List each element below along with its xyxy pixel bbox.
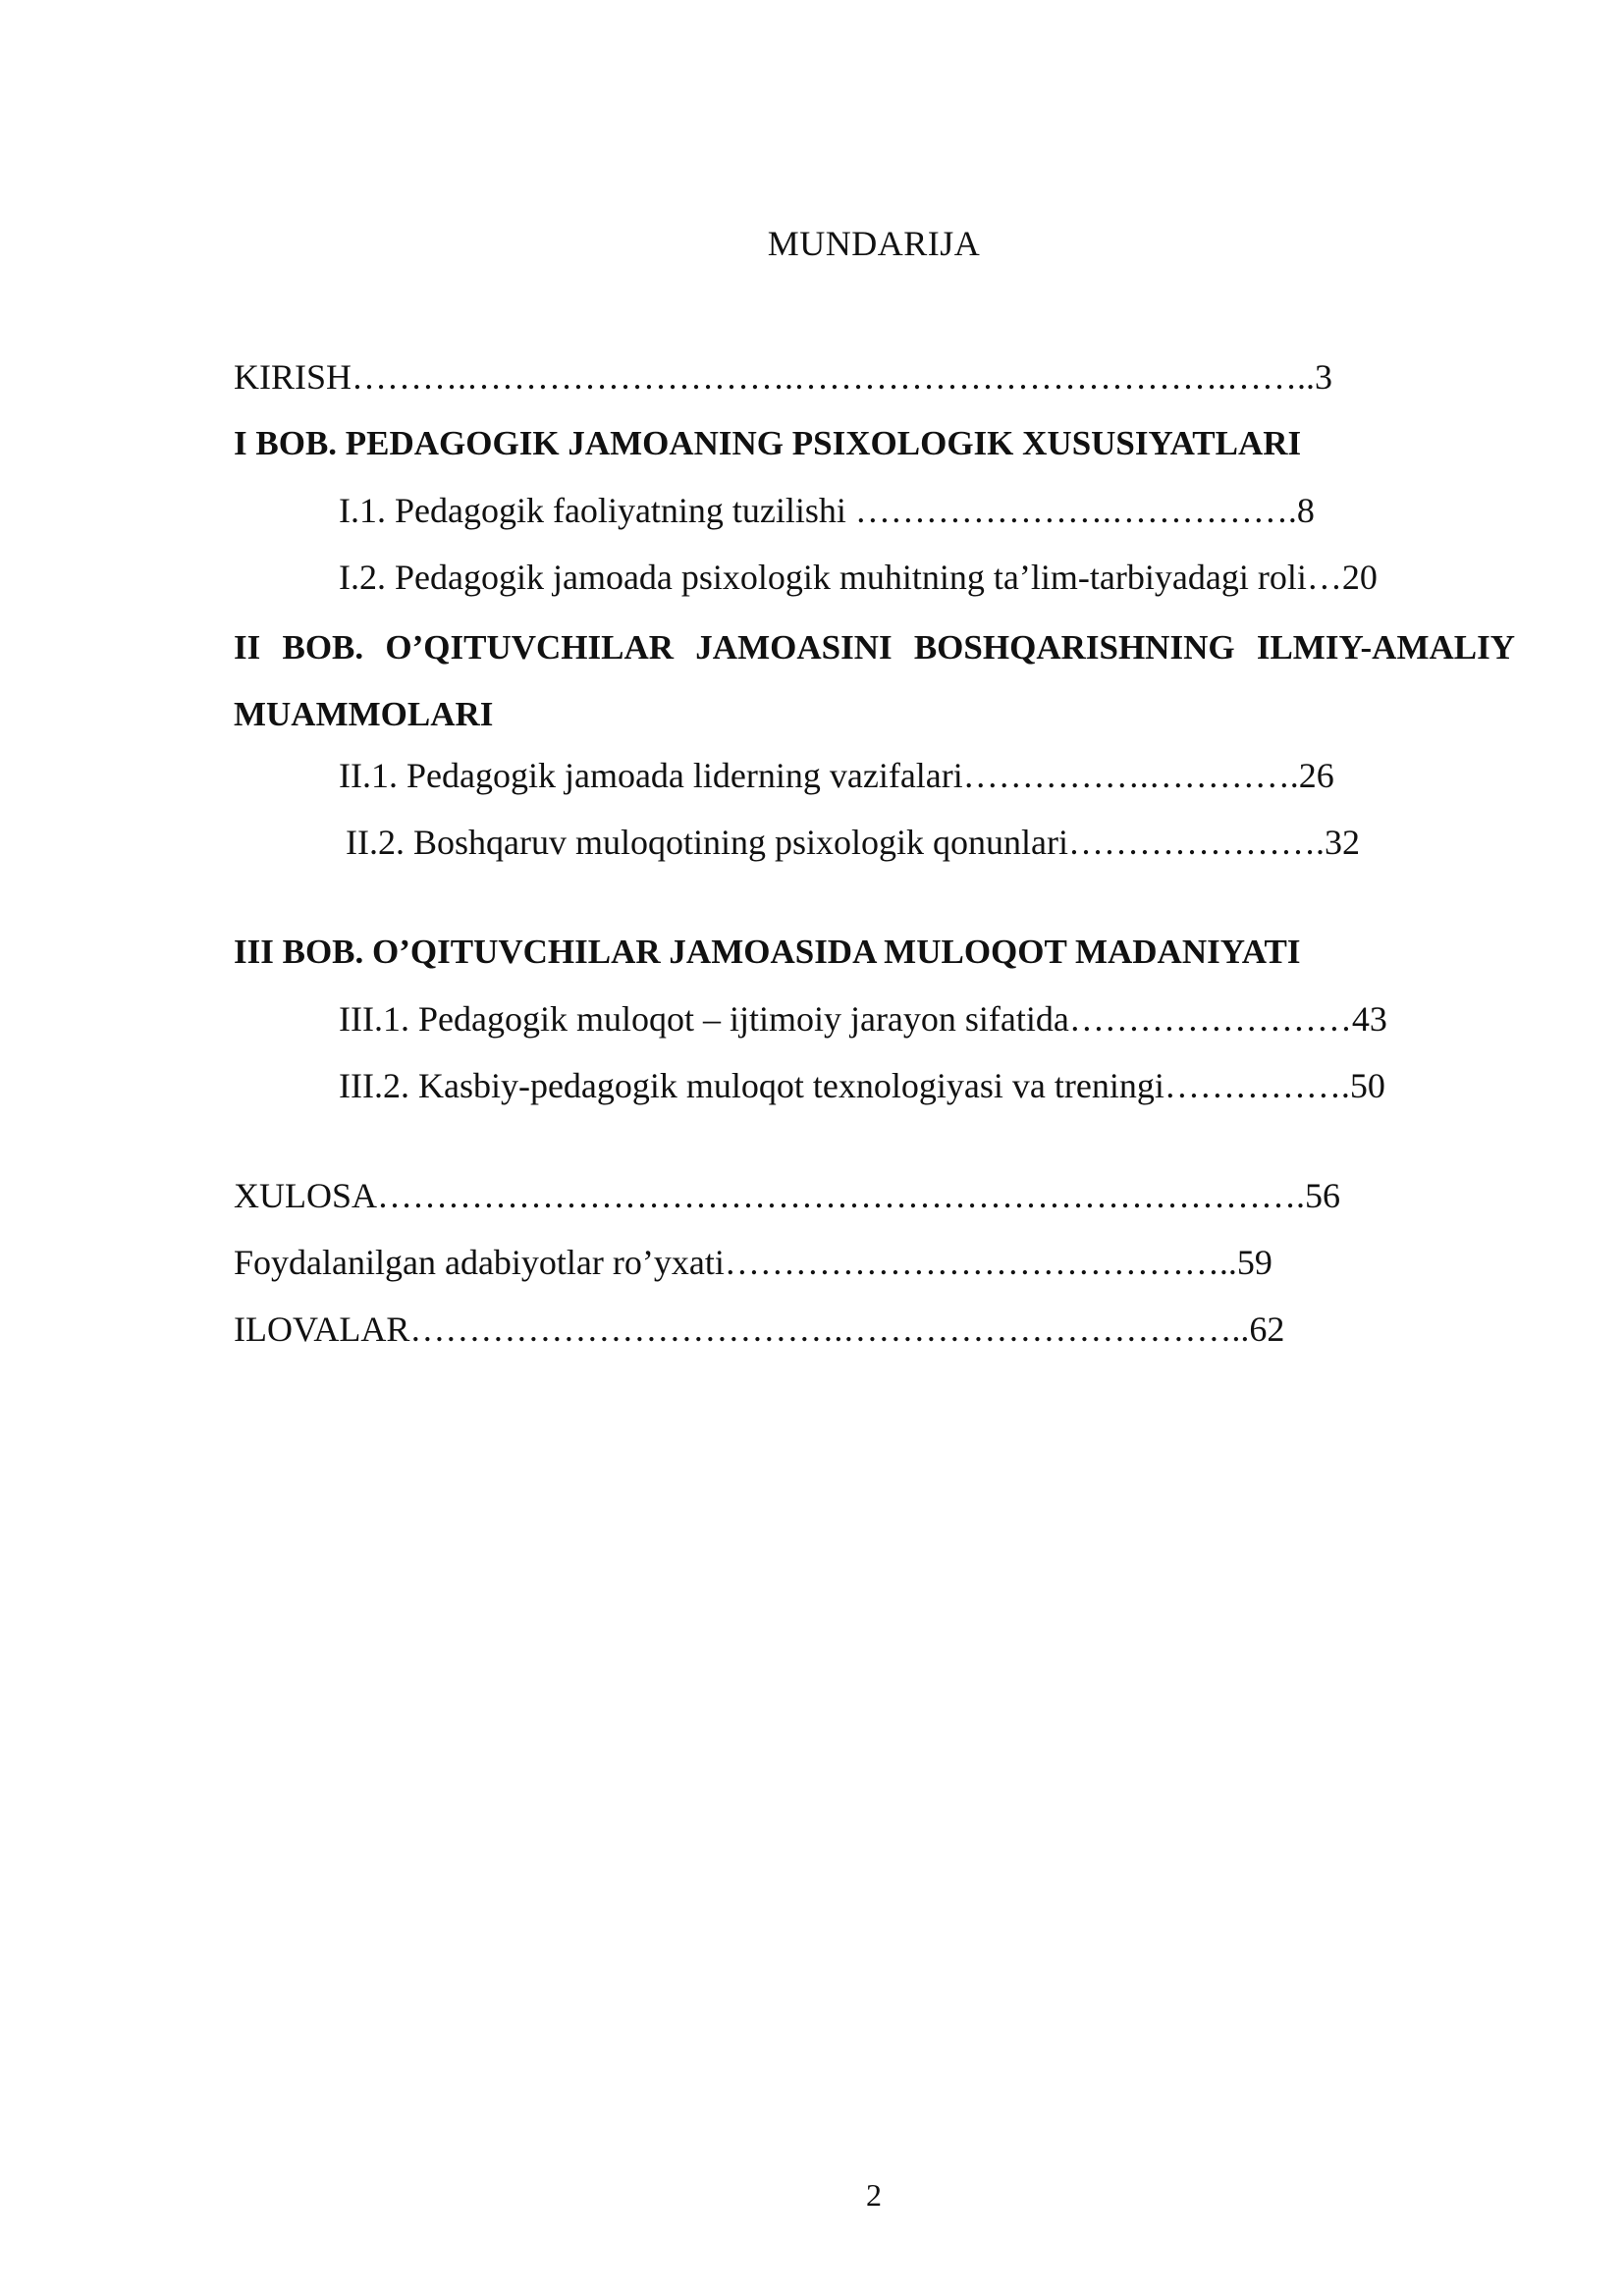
- toc-section-3-1: III.1. Pedagogik muloqot – ijtimoiy jarayon sifatida……………………43: [339, 999, 1387, 1039]
- toc-entry-adabiyotlar: Foydalanilgan adabiyotlar ro’yxati……………………………………..59: [234, 1243, 1272, 1282]
- toc-chapter-2-title: II BOB. O’QITUVCHILAR JAMOASINI BOSHQARISHNING ILMIY-AMALIY MUAMMOLARI: [234, 628, 1515, 733]
- toc-section-1-1: I.1. Pedagogik faoliyatning tuzilishi ………………….…………….8: [339, 491, 1315, 530]
- toc-chapter-3-title: III BOB. O’QITUVCHILAR JAMOASIDA MULOQOT MADANIYATI: [234, 933, 1301, 971]
- toc-chapter-1-title: I BOB. PEDAGOGIK JAMOANING PSIXOLOGIK XUSUSIYATLARI: [234, 424, 1302, 462]
- toc-entry-kirish: KIRISH……….……………………….……………………………….……..3: [234, 357, 1333, 397]
- toc-entry-xulosa: XULOSA…………………………………………………………………….56: [234, 1176, 1341, 1215]
- toc-section-3-2: III.2. Kasbiy-pedagogik muloqot texnologiyasi va treningi…………….50: [339, 1066, 1385, 1105]
- page-number: 2: [866, 2177, 882, 2213]
- toc-entry-ilovalar: ILOVALAR……………………………….……………………………..62: [234, 1309, 1285, 1349]
- toc-section-2-2: II.2. Boshqaruv muloqotining psixologik qonunlari………………….32: [346, 823, 1360, 862]
- toc-section-2-1: II.1. Pedagogik jamoada liderning vazifalari…………….………….26: [339, 756, 1334, 795]
- toc-section-1-2: I.2. Pedagogik jamoada psixologik muhitning ta’lim-tarbiyadagi roli…20: [339, 558, 1378, 597]
- page-title: MUNDARIJA: [767, 224, 981, 263]
